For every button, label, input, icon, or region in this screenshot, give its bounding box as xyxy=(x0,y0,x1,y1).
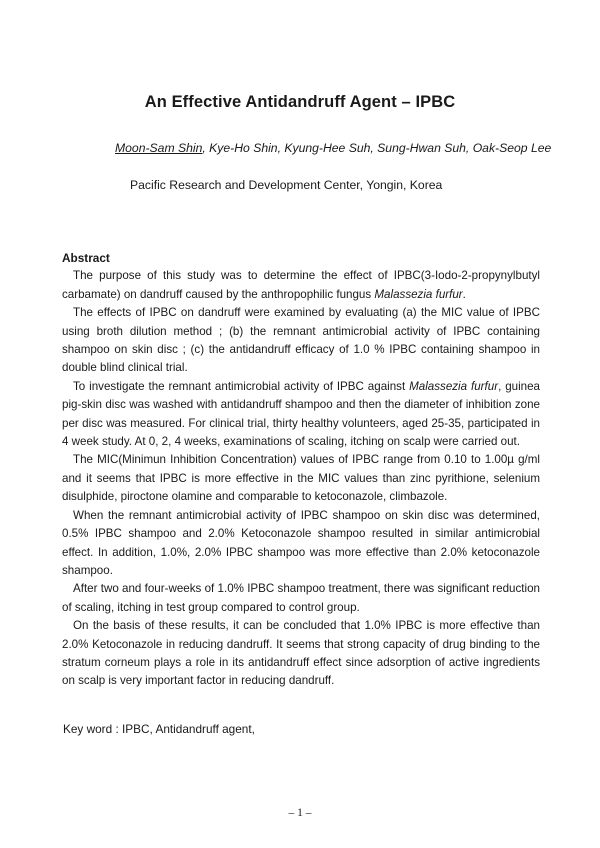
p3-text-start: To investigate the remnant antimicrobial activity of IPBC against xyxy=(73,379,410,393)
abstract-paragraph-7: On the basis of these results, it can be concluded that 1.0% IPBC is more effective than 2.0% Ketoconazole in reducing dandruff. It seems that strong capacity of drug binding to the stratum corneum plays a role in its antidandruff effect since adsorption of active ingredients on scalp is very important factor in reducing dandruff. xyxy=(62,619,540,688)
abstract-paragraph-4: The MIC(Minimun Inhibition Concentration) values of IPBC range from 0.10 to 1.00µ g/ml and it seems that IPBC is more effective in the MIC values than zinc pyrithione, selenium disulphide, piroctone olamine and comparable to ketoconazole, climbazole. xyxy=(62,453,540,504)
abstract-paragraph-1 xyxy=(62,267,540,304)
abstract-paragraph-2: The effects of IPBC on dandruff were examined by evaluating (a) the MIC value of IPBC using broth dilution method ; (b) the remnant antimicrobial activity of IPBC containing shampoo on skin disc ; (c) the antidandruff efficacy of 1.0 % IPBC containing shampoo in double blind clinical trial. xyxy=(62,306,540,375)
co-authors: , Kye-Ho Shin, Kyung-Hee Suh, Sung-Hwan Suh, Oak-Seop Lee xyxy=(202,141,552,155)
p1-text-end: . xyxy=(462,287,466,301)
species-name: Malassezia furfur xyxy=(374,287,463,301)
abstract-section xyxy=(62,249,540,691)
abstract-paragraph-3 xyxy=(62,378,540,452)
first-author: Moon-Sam Shin xyxy=(115,141,203,155)
abstract-heading: Abstract xyxy=(62,251,110,265)
p1-text-start: The purpose of this study was to determine the effect of IPBC(3-Iodo-2-propynylbutyl carbamate) on dandruff caused by the anthropophilic fungus xyxy=(62,269,540,301)
keywords-line: Key word : IPBC, Antidandruff agent, xyxy=(63,722,255,736)
abstract-paragraph-5: When the remnant antimicrobial activity of IPBC shampoo on skin disc was determined, 0.5% IPBC shampoo and 2.0% Ketoconazole shampoo resulted in similar antimicrobial effect. In addition, 1.0%, 2.0% IPBC shampoo was more effective than 2.0% ketoconazole shampoo. xyxy=(62,508,540,577)
page-number: – 1 – xyxy=(288,807,312,819)
author-list xyxy=(115,141,585,155)
abstract-paragraph-6: After two and four-weeks of 1.0% IPBC shampoo treatment, there was significant reduction of scaling, itching in test group compared to control group. xyxy=(62,582,540,614)
paper-title: An Effective Antidandruff Agent – IPBC xyxy=(144,93,456,111)
affiliation: Pacific Research and Development Center, Yongin, Korea xyxy=(130,178,443,192)
p3-text-end: , guinea pig-skin disc was washed with antidandruff shampoo and then the diameter of inhibition zone per disc was measured. For clinical trial, thirty healthy volunteers, aged 25-35, participated in 4 week study. At 0, 2, 4 weeks, examinations of scaling, itching on scalp were carried out. xyxy=(62,379,541,449)
species-name: Malassezia furfur xyxy=(409,379,499,393)
